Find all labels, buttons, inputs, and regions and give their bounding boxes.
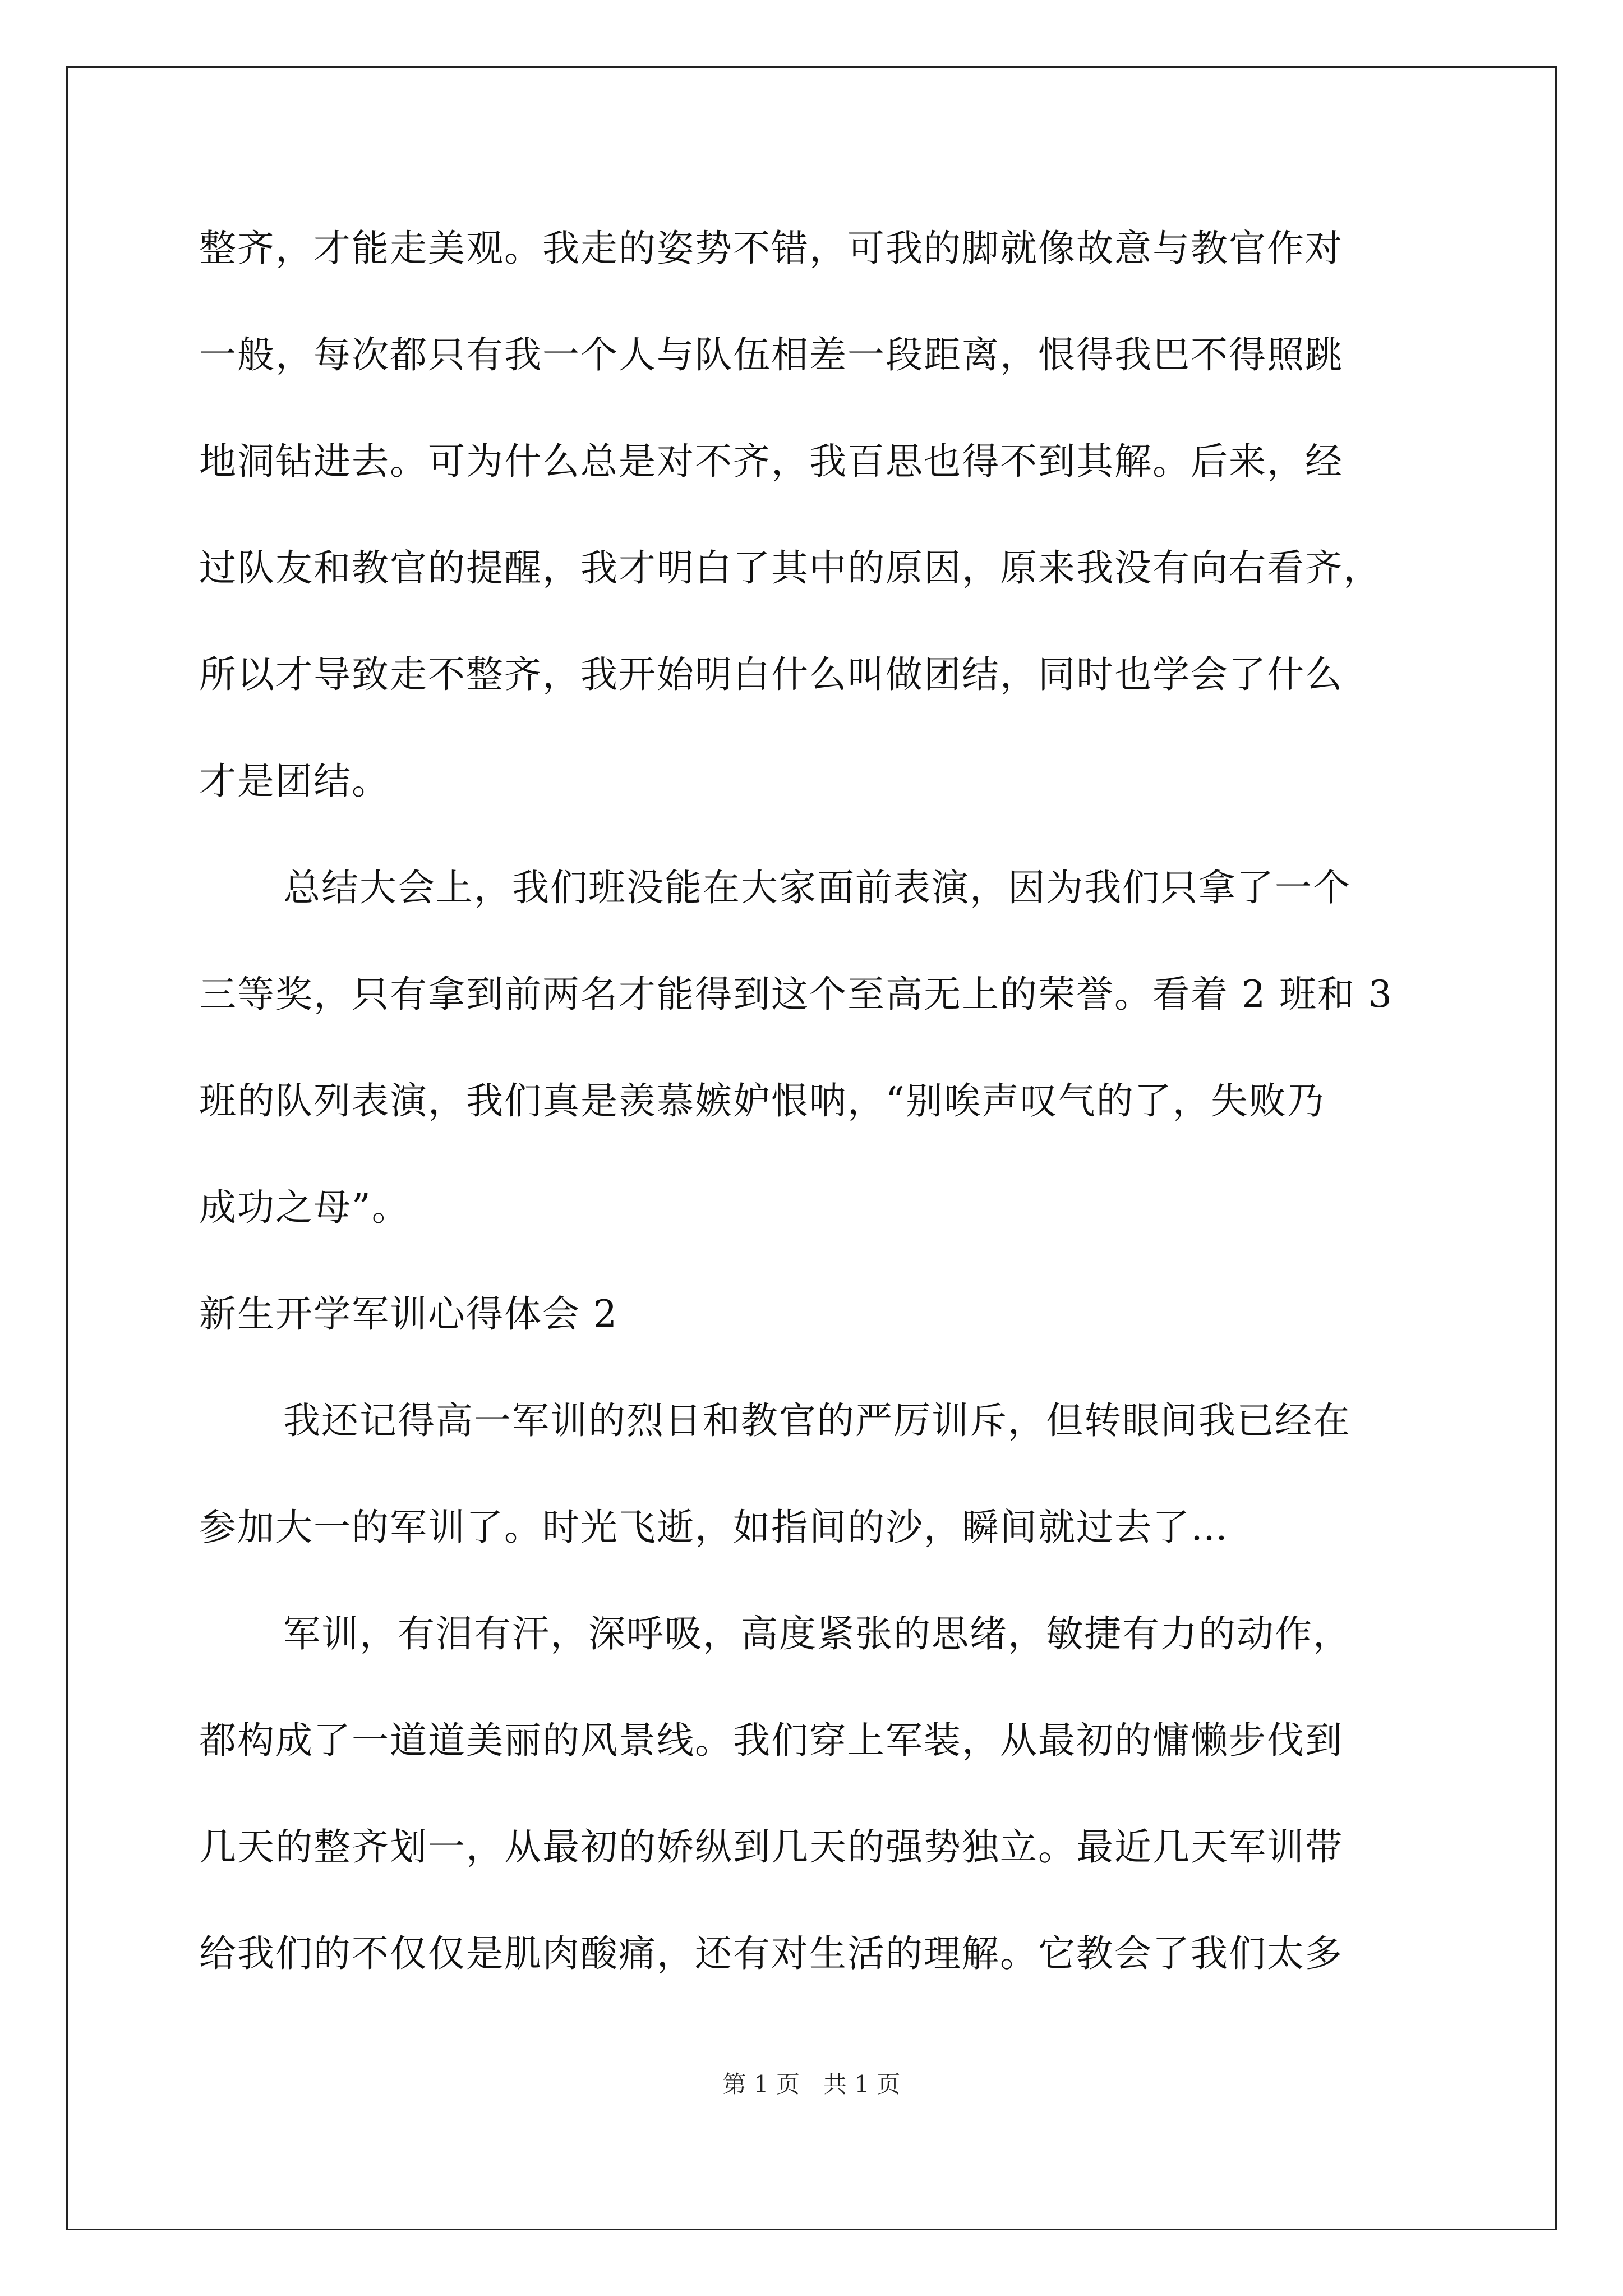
- page-footer: 第 1 页 共 1 页: [722, 2070, 901, 2098]
- paragraph-line: 三等奖，只有拿到前两名才能得到这个至高无上的荣誉。看着 2 班和 3: [199, 973, 1393, 1016]
- paragraph-line: 整齐，才能走美观。我走的姿势不错，可我的脚就像故意与教官作对: [199, 227, 1343, 270]
- paragraph-line: 几天的整齐划一，从最初的娇纵到几天的强势独立。最近几天军训带: [199, 1825, 1343, 1869]
- paragraph-line: 才是团结。: [199, 760, 390, 803]
- paragraph-line: 班的队列表演，我们真是羡慕嫉妒恨呐，“别唉声叹气的了，失败乃: [199, 1079, 1325, 1122]
- paragraph-line: 参加大一的军训了。时光飞逝，如指间的沙，瞬间就过去了…: [199, 1506, 1229, 1549]
- paragraph-line: 一般，每次都只有我一个人与队伍相差一段距离，恨得我巴不得照跳: [199, 333, 1343, 376]
- paragraph-line: 成功之母”。: [199, 1186, 410, 1229]
- page-border: [66, 66, 1557, 2230]
- paragraph-line: 过队友和教官的提醒，我才明白了其中的原因，原来我没有向右看齐，: [199, 546, 1381, 590]
- paragraph-line: 我还记得高一军训的烈日和教官的严厉训斥，但转眼间我已经在: [283, 1399, 1351, 1442]
- paragraph-line: 总结大会上，我们班没能在大家面前表演，因为我们只拿了一个: [283, 866, 1351, 909]
- section-heading: 新生开学军训心得体会 2: [199, 1292, 618, 1336]
- paragraph-line: 给我们的不仅仅是肌肉酸痛，还有对生活的理解。它教会了我们太多: [199, 1932, 1343, 1975]
- paragraph-line: 所以才导致走不整齐，我开始明白什么叫做团结，同时也学会了什么: [199, 653, 1343, 696]
- paragraph-line: 都构成了一道道美丽的风景线。我们穿上军装，从最初的慵懒步伐到: [199, 1719, 1343, 1762]
- paragraph-line: 地洞钻进去。可为什么总是对不齐，我百思也得不到其解。后来，经: [199, 440, 1343, 483]
- paragraph-line: 军训，有泪有汗，深呼吸，高度紧张的思绪，敏捷有力的动作，: [283, 1612, 1351, 1655]
